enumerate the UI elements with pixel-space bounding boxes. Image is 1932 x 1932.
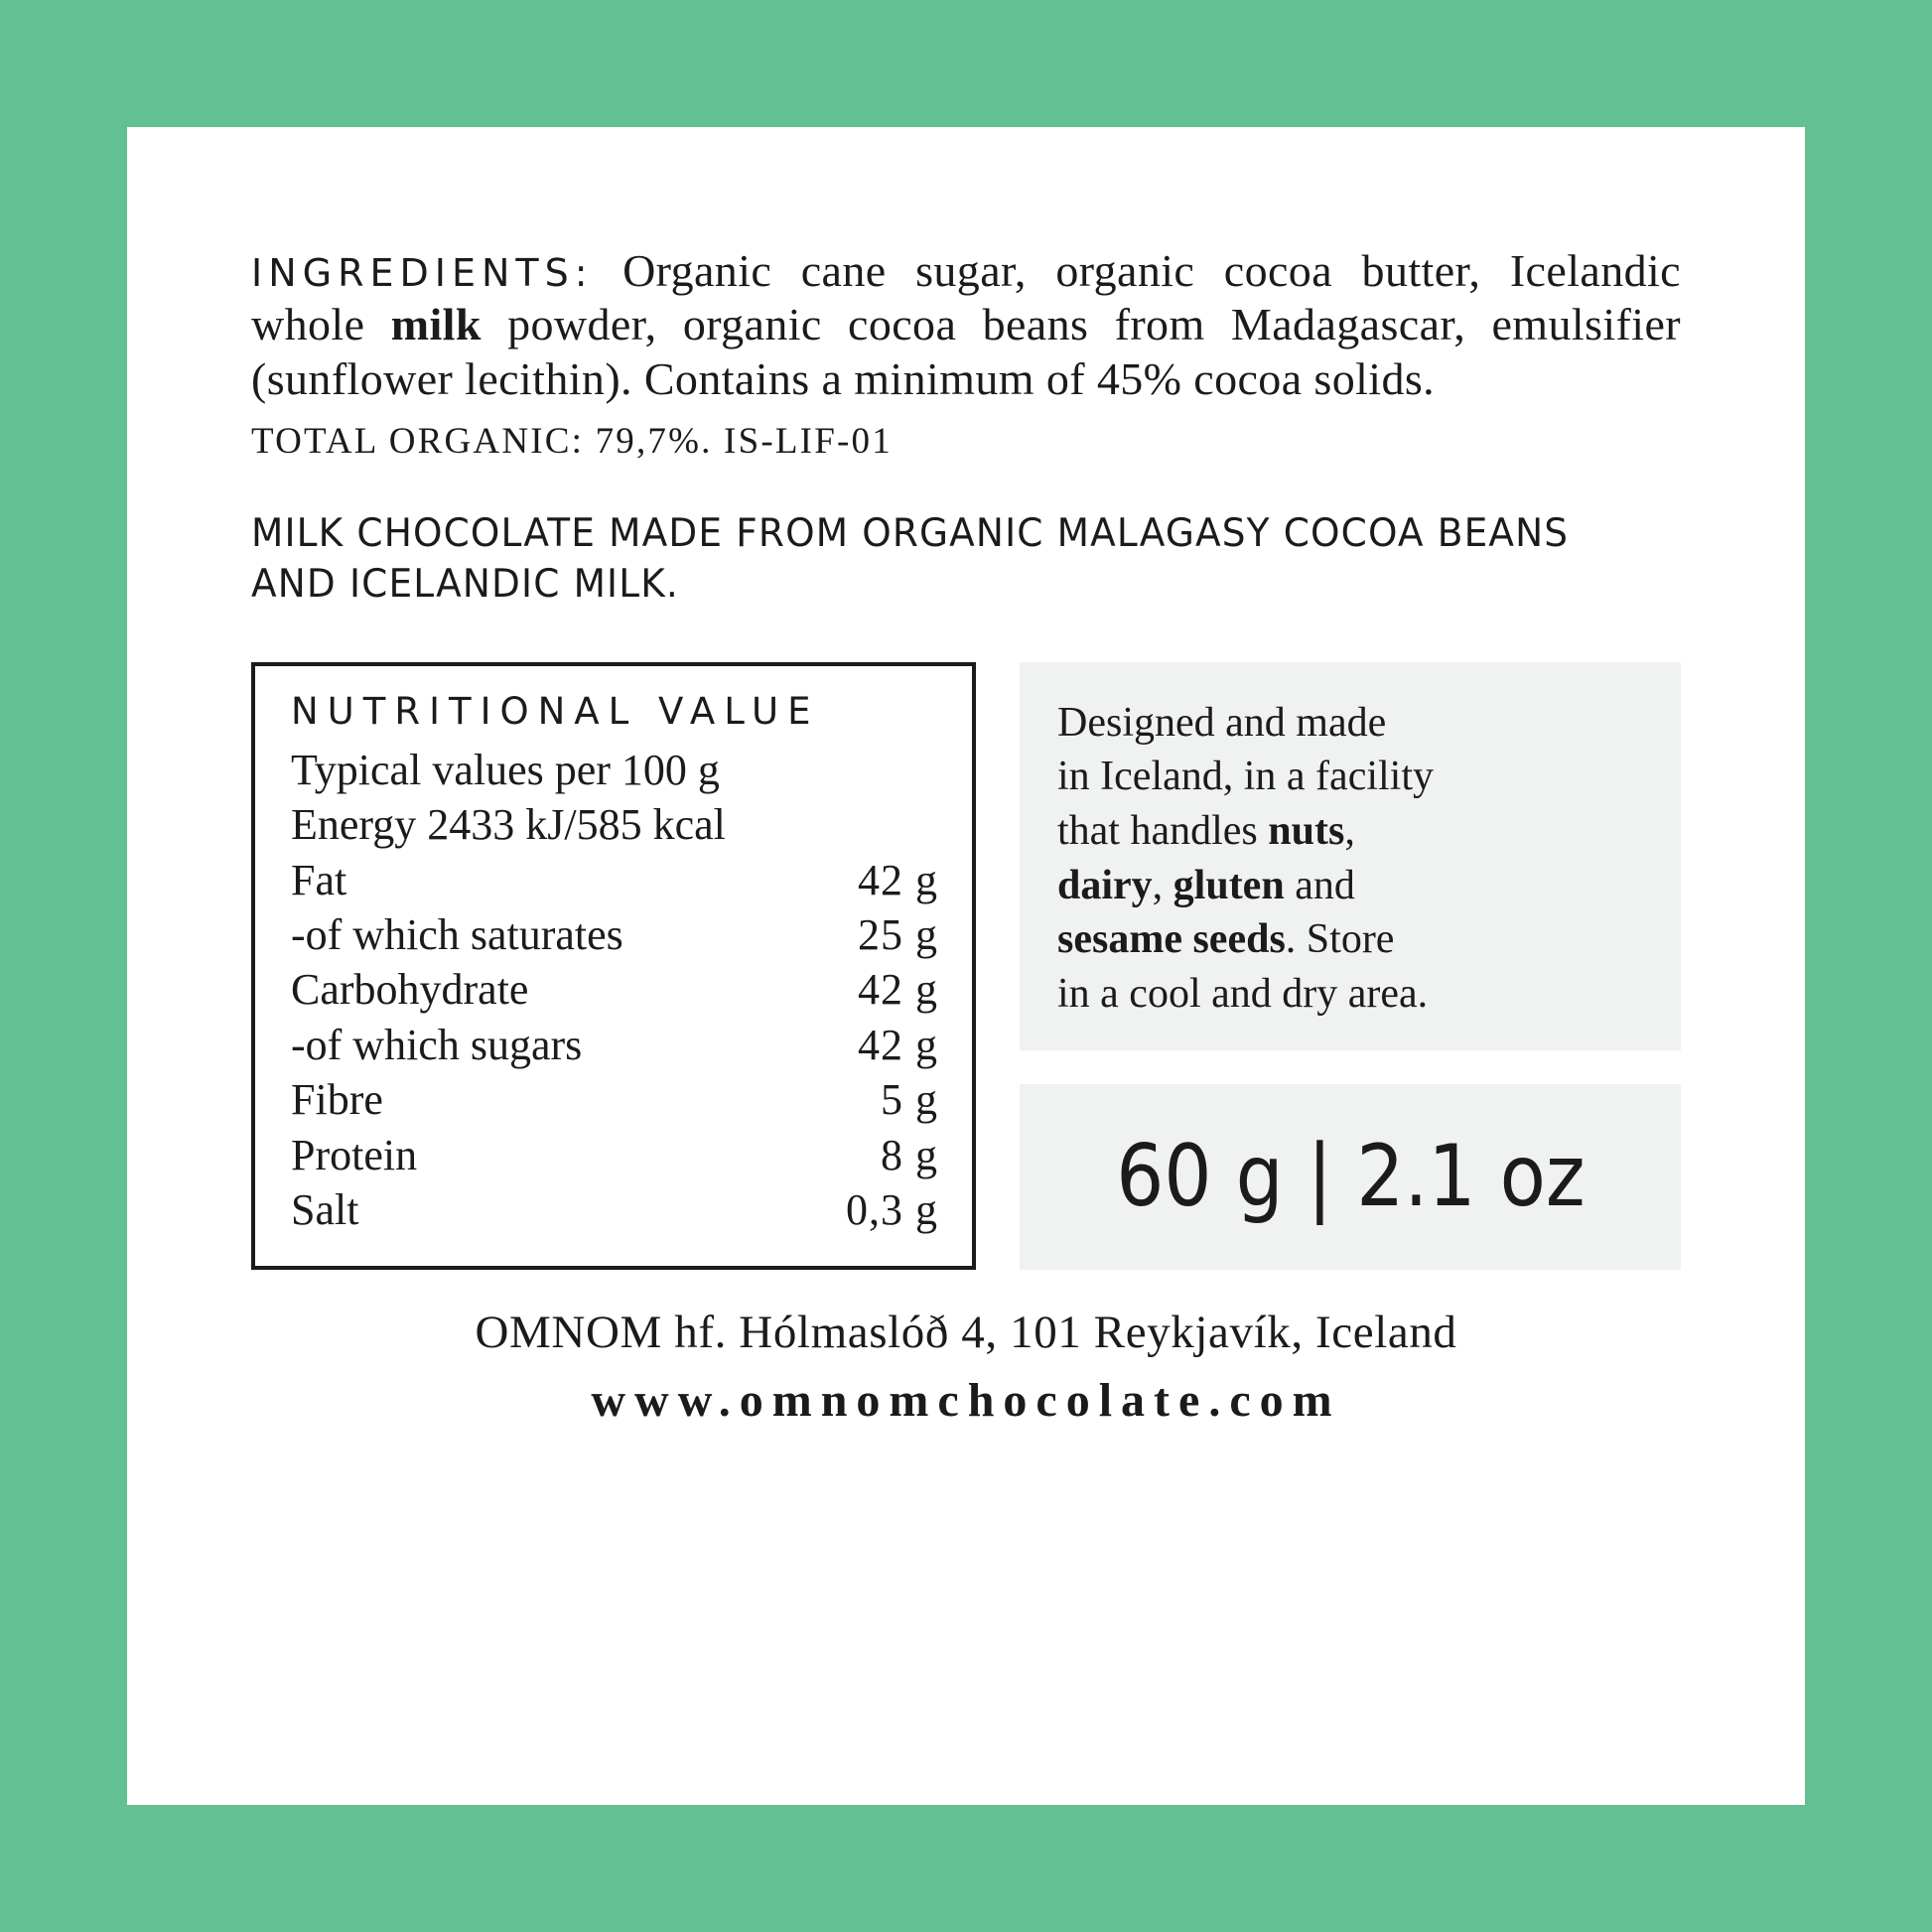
- allergen-gluten: gluten: [1173, 862, 1285, 908]
- table-row: [291, 1072, 938, 1127]
- total-organic-line: TOTAL ORGANIC: 79,7%. IS-LIF-01: [251, 420, 893, 462]
- net-weight-value: 60 g | 2.1 oz: [1115, 1127, 1586, 1227]
- nutrition-label: Fat: [291, 855, 347, 904]
- nutrition-value: 8 g: [881, 1130, 938, 1179]
- footer: [251, 1306, 1681, 1428]
- allergen-store-text: . Store: [1285, 916, 1395, 963]
- allergen-storage-panel: [1020, 662, 1681, 1051]
- allergen-comma-1: ,: [1344, 807, 1355, 854]
- nutrition-typical-values: Typical values per 100 g: [291, 745, 720, 794]
- allergen-sep-2: and: [1284, 862, 1355, 908]
- ingredients-text-before-bold: Organic cane sugar, organic cocoa butter, Icelandic whole: [251, 245, 1681, 350]
- company-address: OMNOM hf. Hólmaslóð 4, 101 Reykjavík, Iceland: [475, 1306, 1457, 1358]
- table-row: [291, 962, 938, 1017]
- ingredients-text-after-bold: powder, organic cocoa beans from Madagascar, emulsifier (sunflower lecithin). Contains a minimum of 45% cocoa solids.: [251, 299, 1681, 404]
- nutrition-label: Protein: [291, 1130, 418, 1179]
- table-row: [291, 907, 938, 962]
- ingredients-paragraph: [251, 244, 1681, 406]
- allergen-nuts: nuts: [1268, 807, 1345, 854]
- ingredients-allergen-milk: milk: [390, 299, 482, 350]
- net-weight-panel: [1020, 1084, 1681, 1269]
- allergen-dairy: dairy: [1057, 862, 1153, 908]
- nutrition-label: Salt: [291, 1185, 359, 1235]
- nutrition-label: -of which sugars: [291, 1020, 583, 1069]
- nutrition-label: -of which saturates: [291, 910, 623, 960]
- product-descriptor: MILK CHOCOLATE MADE FROM ORGANIC MALAGASY COCOA BEANS AND ICELANDIC MILK.: [251, 510, 1570, 608]
- table-row: [291, 1128, 938, 1182]
- nutrition-value: 25 g: [858, 910, 938, 960]
- right-column: [1020, 662, 1681, 1270]
- allergen-sesame-seeds: sesame seeds: [1057, 916, 1286, 963]
- nutrition-value: 5 g: [881, 1075, 938, 1125]
- nutrition-label: Carbohydrate: [291, 965, 529, 1015]
- allergen-sep-1: ,: [1152, 862, 1173, 908]
- website-url[interactable]: www.omnomchocolate.com: [591, 1373, 1341, 1427]
- nutrition-value: 42 g: [858, 1020, 938, 1069]
- table-row: [291, 853, 938, 907]
- allergen-line-1: Designed and made: [1057, 699, 1387, 746]
- nutrition-title: NUTRITIONAL VALUE: [291, 689, 820, 733]
- nutrition-value: 0,3 g: [846, 1185, 938, 1235]
- allergen-line-6: in a cool and dry area.: [1057, 970, 1429, 1017]
- allergen-line-3: that handles: [1057, 807, 1269, 854]
- ingredients-heading: INGREDIENTS:: [251, 251, 594, 295]
- table-row: [291, 1018, 938, 1072]
- nutrition-value: 42 g: [858, 965, 938, 1015]
- table-row: [291, 1182, 938, 1237]
- nutrition-energy: Energy 2433 kJ/585 kcal: [291, 800, 726, 850]
- nutrition-value: 42 g: [858, 855, 938, 904]
- nutrition-label: Fibre: [291, 1075, 383, 1125]
- allergen-line-2: in Iceland, in a facility: [1057, 754, 1435, 800]
- product-label-card: [127, 127, 1805, 1805]
- nutrition-table: [251, 662, 976, 1270]
- middle-row: [251, 662, 1681, 1270]
